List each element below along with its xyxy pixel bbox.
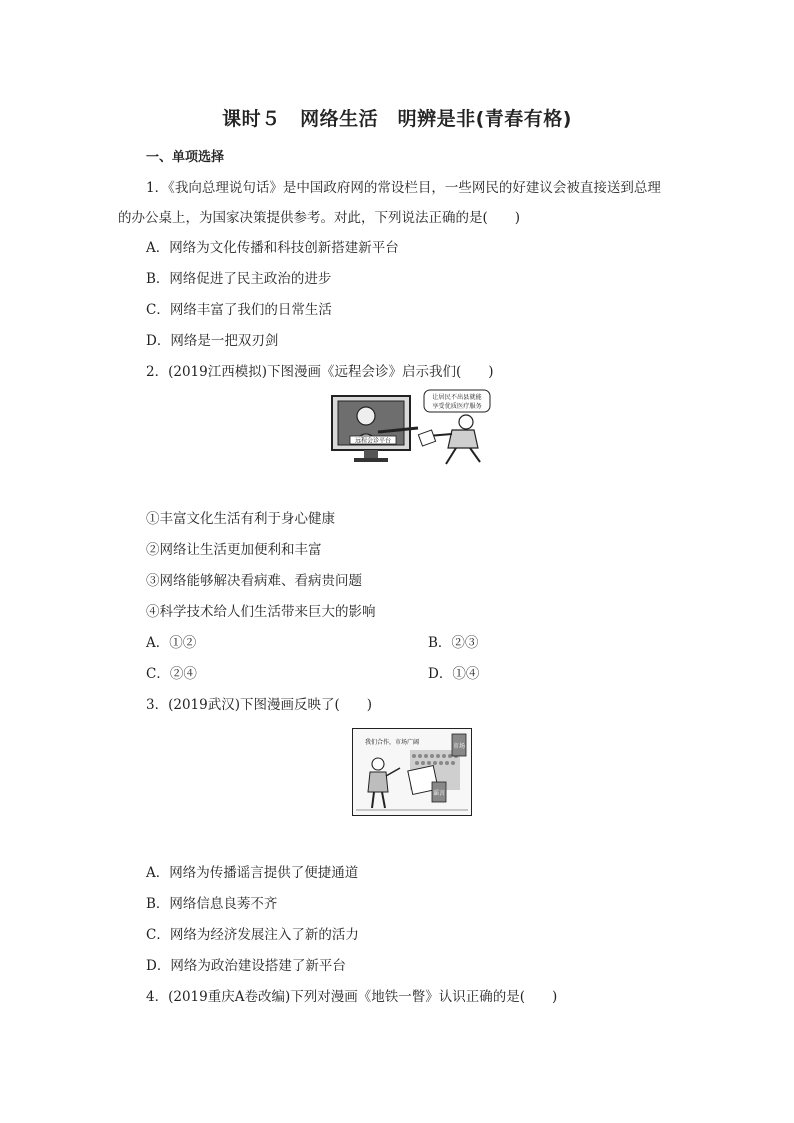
q1-stem-line1: 1．《我向总理说句话》是中国政府网的常设栏目，一些网民的好建议会被直接送到总理 xyxy=(146,180,661,196)
q3-option-b: B．网络信息良莠不齐 xyxy=(146,896,278,912)
q3-option-c: C．网络为经济发展注入了新的活力 xyxy=(146,927,359,943)
cartoon-bubble-line1: 让居民不出县就能 xyxy=(432,394,482,401)
q2-statement-3: ③网络能够解决看病难、看病贵问题 xyxy=(146,573,362,589)
q3-stem: 3．(2019武汉)下图漫画反映了( ) xyxy=(146,697,373,713)
cartoon-bubble-line2: 享受优质医疗服务 xyxy=(432,403,482,410)
q2-option-c: C．②④ xyxy=(146,666,197,682)
q2-statement-1: ①丰富文化生活有利于身心健康 xyxy=(146,511,335,527)
cartoon-rumor-market xyxy=(352,728,472,816)
q2-statement-2: ②网络让生活更加便利和丰富 xyxy=(146,542,322,558)
q1-option-a: A．网络为文化传播和科技创新搭建新平台 xyxy=(146,240,399,256)
cartoon-screen-label: 远程会诊平台 xyxy=(354,437,392,445)
cartoon-speech: 我们合作，市场广阔 xyxy=(364,739,420,746)
cartoon-sign-market: 市场 xyxy=(452,743,466,750)
q3-option-a: A．网络为传播谣言提供了便捷通道 xyxy=(146,865,359,881)
page-title: 课时５ 网络生活 明辨是非(青春有格) xyxy=(222,108,572,130)
q2-option-a: A．①② xyxy=(146,635,197,651)
q2-stem: 2．(2019江西模拟)下图漫画《远程会诊》启示我们( ) xyxy=(146,364,494,380)
q1-option-d: D．网络是一把双刃剑 xyxy=(146,333,279,349)
q1-option-b: B．网络促进了民主政治的进步 xyxy=(146,271,332,287)
cartoon-sign-rumor: 谣言 xyxy=(432,790,446,797)
q2-option-d: D．①④ xyxy=(428,666,480,682)
q1-stem-line2: 的办公桌上，为国家决策提供参考。对此，下列说法正确的是( ) xyxy=(118,210,521,226)
q2-option-b: B．②③ xyxy=(428,635,479,651)
q1-option-c: C．网络丰富了我们的日常生活 xyxy=(146,302,332,318)
cartoon-remote-consultation xyxy=(328,388,496,468)
q4-stem: 4．(2019重庆A卷改编)下列对漫画《地铁一瞥》认识正确的是( ) xyxy=(146,989,558,1005)
q3-option-d: D．网络为政治建设搭建了新平台 xyxy=(146,958,346,974)
section-heading: 一、单项选择 xyxy=(146,150,225,165)
q2-statement-4: ④科学技术给人们生活带来巨大的影响 xyxy=(146,604,376,620)
